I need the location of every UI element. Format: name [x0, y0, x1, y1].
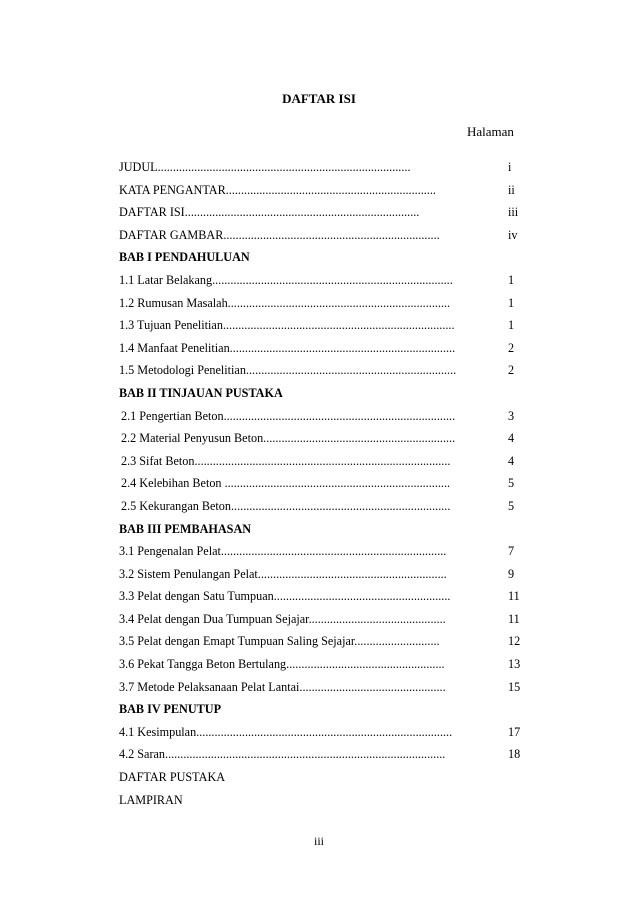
toc-entry — [119, 296, 475, 310]
toc-entry — [119, 747, 475, 761]
toc-row — [119, 499, 539, 522]
toc-entry-label: 1.3 Tujuan Penelitian — [119, 318, 223, 333]
toc-entry — [119, 341, 475, 355]
toc-leader-dots: .............................................................. — [257, 566, 447, 581]
toc-leader-dots: ............................ — [354, 634, 440, 649]
toc-leader-dots: .................................................................................... — [196, 724, 453, 739]
toc-entry-label: DAFTAR GAMBAR — [119, 227, 224, 242]
toc-entry-label: 3.6 Pekat Tangga Beton Bertulang — [119, 657, 287, 672]
toc-page-number: 11 — [508, 611, 520, 626]
toc-entry — [119, 567, 475, 581]
toc-entry — [119, 273, 475, 287]
toc-entry-label: 3.5 Pelat dengan Emapt Tumpuan Saling Sejajar — [119, 634, 355, 649]
toc-leader-dots: ..................................................................... — [225, 182, 436, 197]
footer-page-number: iii — [313, 834, 324, 848]
toc-leader-dots: .......................................................... — [273, 589, 451, 604]
toc-chapter-heading — [119, 702, 539, 725]
toc-entry-label: 1.1 Latar Belakang — [119, 272, 213, 287]
toc-entry — [119, 522, 539, 536]
toc-page-number: 1 — [508, 295, 515, 310]
toc-entry-label: 3.7 Metode Pelaksanaan Pelat Lantai — [119, 679, 300, 694]
toc-row — [119, 747, 539, 770]
toc-entry — [119, 702, 539, 716]
toc-entry-label: DAFTAR ISI — [119, 205, 185, 220]
toc-leader-dots: ............................................. — [308, 611, 446, 626]
toc-leader-dots: ............................................................................. — [184, 205, 420, 220]
toc-leader-dots: .................................................... — [286, 657, 445, 672]
toc-entry — [121, 454, 475, 468]
toc-leader-dots: ....................................................................... — [223, 227, 440, 242]
toc-entry — [119, 589, 475, 603]
toc-page-number: 15 — [508, 679, 521, 694]
toc-page-number: 18 — [508, 747, 521, 762]
toc-entry-label: 1.5 Metodologi Penelitian — [119, 363, 246, 378]
toc-entry — [119, 770, 539, 784]
toc-leader-dots: ......................................................................... — [227, 295, 451, 310]
toc-entry-label: 1.4 Manfaat Penelitian — [119, 340, 230, 355]
toc-entry — [121, 476, 475, 490]
toc-entry-label: 3.4 Pelat dengan Dua Tumpuan Sejajar — [119, 611, 309, 626]
toc-entry-label: 3.2 Sistem Penulangan Pelat — [119, 566, 258, 581]
toc-leader-dots: ........................................................................ — [231, 498, 451, 513]
toc-entry — [119, 318, 475, 332]
toc-row — [119, 793, 539, 816]
toc-entry — [119, 612, 475, 626]
toc-entry-label: 4.1 Kesimpulan — [119, 724, 197, 739]
toc-page-number: 2 — [508, 340, 515, 355]
toc-row — [119, 680, 539, 703]
toc-leader-dots: ............................................................................ — [223, 408, 456, 423]
toc-entry-label: 1.2 Rumusan Masalah — [119, 295, 228, 310]
toc-entry — [119, 544, 475, 558]
toc-page-number: ii — [508, 182, 515, 197]
toc-entry — [119, 657, 475, 671]
toc-entry-label: 3.1 Pengenalan Pelat — [119, 544, 221, 559]
toc-entry — [119, 680, 475, 694]
toc-entry — [119, 183, 475, 197]
toc-entry-label: LAMPIRAN — [119, 792, 183, 807]
toc-leader-dots: .......................................................................... — [221, 476, 451, 491]
toc-row — [119, 205, 539, 228]
toc-page-number: iv — [508, 227, 518, 242]
toc-row — [119, 183, 539, 206]
toc-row — [119, 725, 539, 748]
toc-row — [119, 589, 539, 612]
toc-entry-label: BAB I PENDAHULUAN — [119, 250, 250, 265]
toc-entry — [119, 725, 475, 739]
toc-leader-dots: ............................................................................ — [222, 318, 455, 333]
toc-row — [119, 612, 539, 635]
toc-page-number: 2 — [508, 363, 515, 378]
toc-entry-label: BAB II TINJAUAN PUSTAKA — [119, 385, 283, 400]
toc-row — [119, 476, 539, 499]
toc-entry — [121, 431, 475, 445]
toc-page-number: 1 — [508, 318, 515, 333]
toc-row — [119, 341, 539, 364]
toc-page-number: 5 — [508, 498, 515, 513]
toc-leader-dots: ..................................................................... — [245, 363, 457, 378]
toc-page-number: 4 — [508, 453, 515, 468]
toc-entry-label: BAB IV PENUTUP — [119, 702, 222, 717]
toc-entry — [119, 386, 539, 400]
toc-row — [119, 431, 539, 454]
toc-row — [119, 634, 539, 657]
toc-entry-label: JUDUL — [119, 160, 158, 174]
toc-entry — [119, 205, 475, 219]
toc-row — [119, 409, 539, 432]
toc-leader-dots: ............................................................... — [263, 431, 456, 446]
toc-row — [119, 544, 539, 567]
toc-page-number: 5 — [508, 476, 515, 491]
toc-entry-label: 2.2 Material Penyusun Beton — [121, 431, 264, 446]
toc-entry — [121, 499, 475, 513]
toc-entry-label: 3.3 Pelat dengan Satu Tumpuan — [119, 589, 274, 604]
toc-entry-label: 2.1 Pengertian Beton — [121, 408, 224, 423]
toc-entry — [119, 250, 539, 264]
toc-page-number: 11 — [508, 589, 520, 604]
toc-entry-label: 2.3 Sifat Beton — [121, 453, 195, 468]
toc-row — [119, 273, 539, 296]
toc-leader-dots: .......................................................................... — [220, 544, 447, 559]
toc-row — [119, 160, 539, 183]
toc-entry — [119, 363, 475, 377]
toc-page-number: 13 — [508, 657, 521, 672]
toc-entry — [121, 409, 475, 423]
toc-chapter-heading — [119, 522, 539, 545]
toc-entry-label: KATA PENGANTAR — [119, 182, 226, 197]
toc-row — [119, 770, 539, 793]
toc-entry-label: DAFTAR PUSTAKA — [119, 770, 226, 785]
toc-page-number: i — [508, 160, 512, 174]
toc-row — [119, 567, 539, 590]
toc-page-number: 12 — [508, 634, 521, 649]
toc-row — [119, 363, 539, 386]
toc-page-number: 3 — [508, 408, 515, 423]
toc-leader-dots: ................................................................................... — [157, 160, 411, 174]
toc-row — [119, 454, 539, 477]
toc-entry-label: BAB III PEMBAHASAN — [119, 521, 252, 536]
toc-leader-dots: ............................................................................... — [212, 272, 453, 287]
toc-entry — [119, 228, 475, 242]
table-of-contents — [119, 160, 539, 815]
toc-page-number: 4 — [508, 431, 515, 446]
toc-chapter-heading — [119, 250, 539, 273]
toc-row — [119, 318, 539, 341]
toc-entry-label: 2.5 Kekurangan Beton — [121, 498, 231, 513]
toc-entry — [119, 793, 539, 807]
toc-row — [119, 228, 539, 251]
toc-page-number: 7 — [508, 544, 515, 559]
toc-page-number: 1 — [508, 272, 515, 287]
toc-entry-label: 4.2 Saran — [119, 747, 166, 762]
toc-page-number: 9 — [508, 566, 515, 581]
toc-page-number: 17 — [508, 724, 521, 739]
toc-leader-dots: .......................................................................... — [229, 340, 456, 355]
toc-entry-label: 2.4 Kelebihan Beton — [121, 476, 222, 491]
toc-entry — [119, 634, 475, 648]
toc-row — [119, 657, 539, 680]
toc-page-number: iii — [508, 205, 519, 220]
page-column-header: Halaman — [467, 124, 514, 139]
toc-leader-dots: .................................................................................... — [194, 453, 451, 468]
toc-entry — [119, 160, 475, 174]
toc-leader-dots: ................................................ — [299, 679, 446, 694]
toc-chapter-heading — [119, 386, 539, 409]
toc-row — [119, 296, 539, 319]
page-title: DAFTAR ISI — [282, 91, 356, 106]
toc-leader-dots: ............................................................................................ — [165, 747, 446, 762]
